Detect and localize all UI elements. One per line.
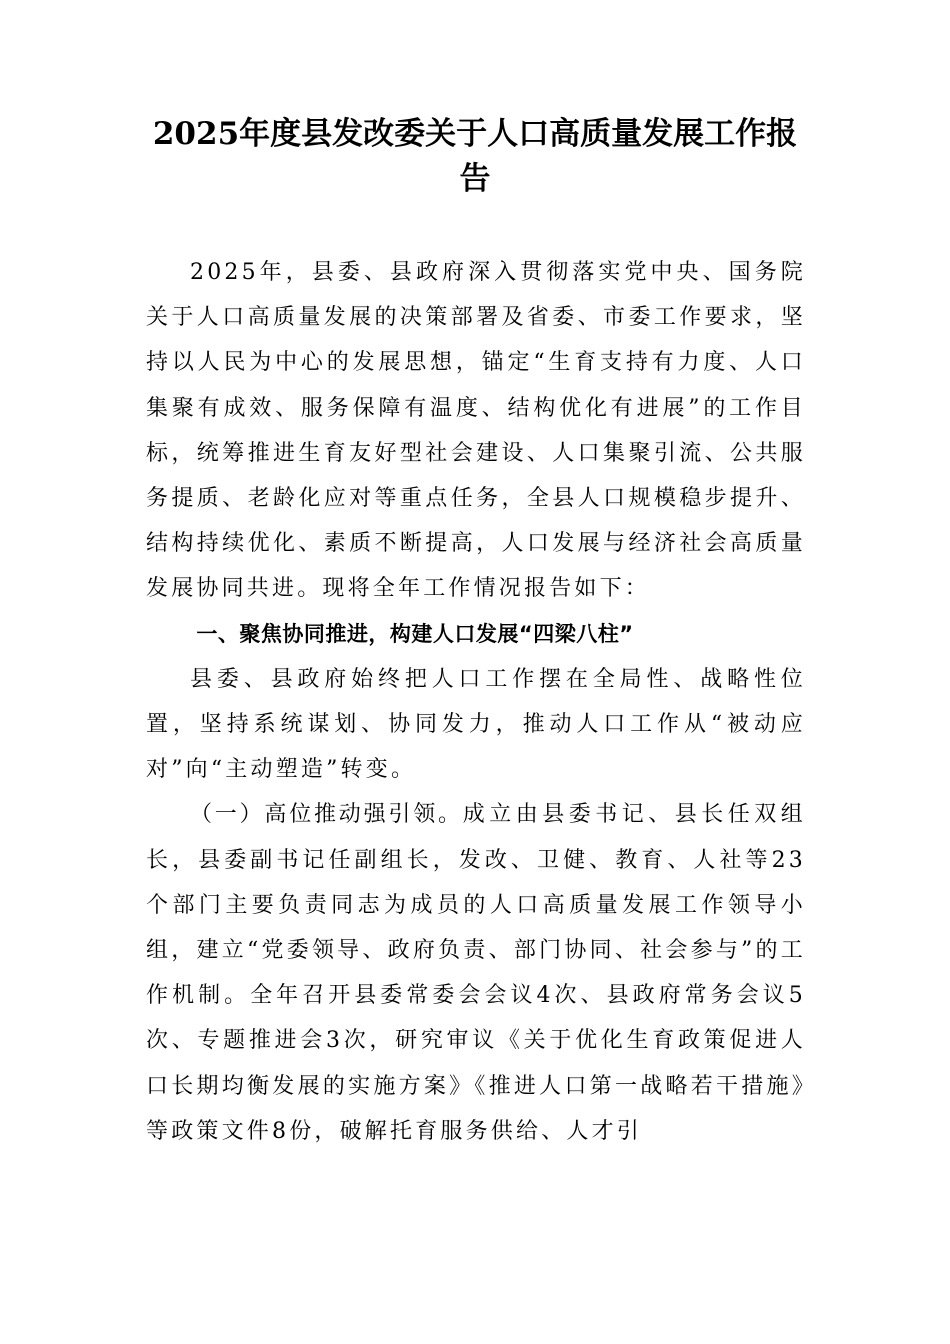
section-1-item-1-text: 成立由县委书记、县长任双组长，县委副书记任副组长，发改、卫健、教育、人社等23个部门主要负责同志为成员的人口高质量发展工作领导小组，建立“党委领导、政府负责、部门协同、社会参与”的工作机制。全年召开县委常委会会议4次、县政府常务会议5次、专题推进会3次，研究审议《关于优化生育政策促进人口长期均衡发展的实施方案》《推进人口第一战略若干措施》等政策文件8份，破解托育服务供给、人才引: [146, 802, 806, 1144]
document-body: [146, 250, 806, 1154]
section-1-item-1-lead: （一）高位推动强引领。: [190, 802, 463, 828]
intro-paragraph: 2025年，县委、县政府深入贯彻落实党中央、国务院关于人口高质量发展的决策部署及省委、市委工作要求，坚持以人民为中心的发展思想，锚定“生育支持有力度、人口集聚有成效、服务保障有温度、结构优化有进展”的工作目标，统筹推进生育友好型社会建设、人口集聚引流、公共服务提质、老龄化应对等重点任务，全县人口规模稳步提升、结构持续优化、素质不断提高，人口发展与经济社会高质量发展协同共进。现将全年工作情况报告如下：: [146, 260, 806, 602]
section-1-heading: 一、聚焦协同推进，构建人口发展“四梁八柱”: [196, 621, 634, 646]
section-1-item-1: [146, 792, 806, 1154]
section-1-paragraph: 县委、县政府始终把人口工作摆在全局性、战略性位置，坚持系统谋划、协同发力，推动人口工作从“被动应对”向“主动塑造”转变。: [146, 666, 806, 783]
document-title: 2025年度县发改委关于人口高质量发展工作报告: [152, 116, 798, 197]
